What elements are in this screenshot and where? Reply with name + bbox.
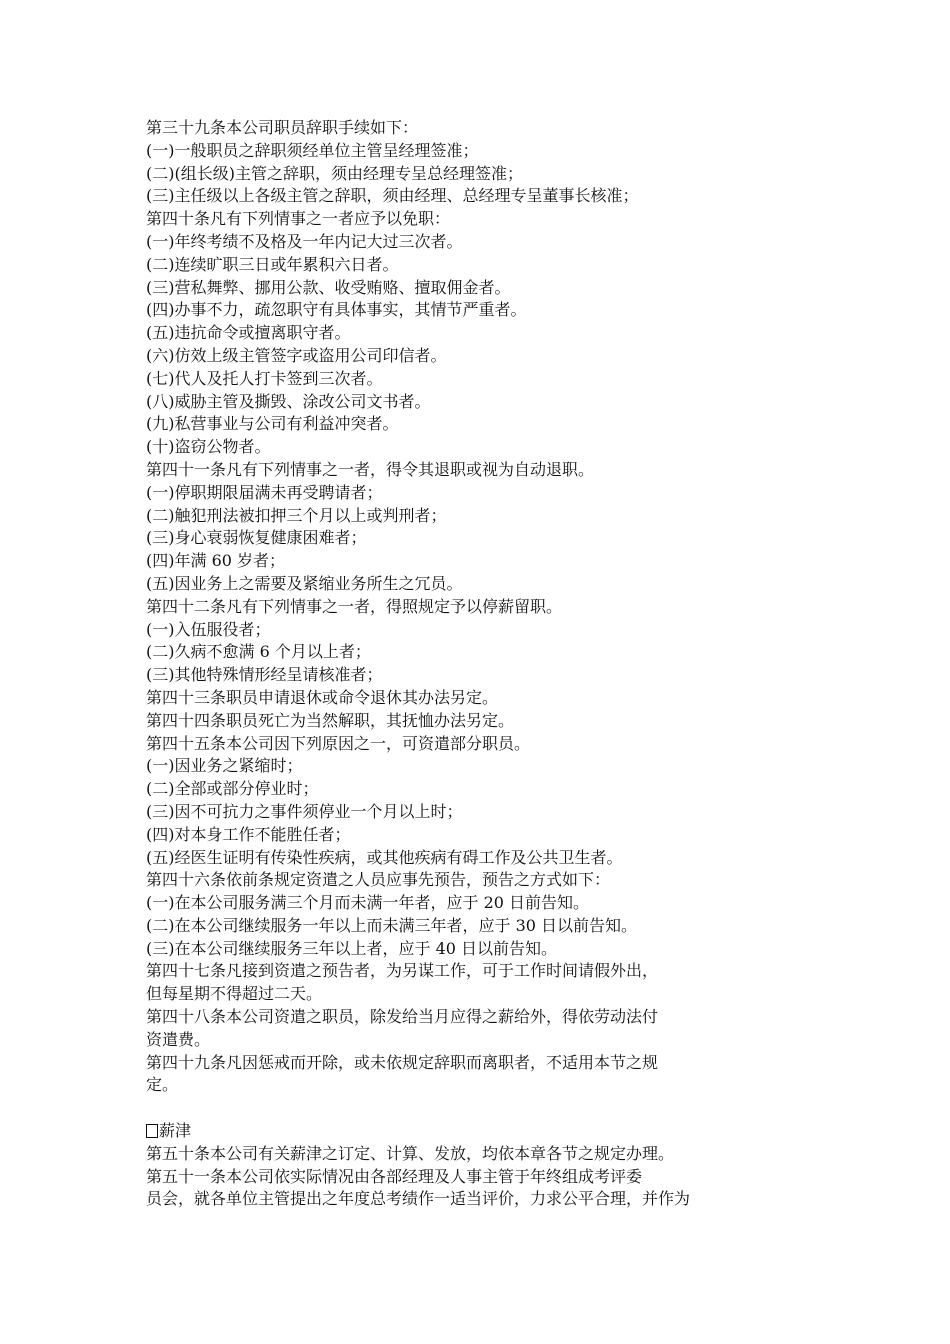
text-line: 第四十二条凡有下列情事之一者，得照规定予以停薪留职。	[146, 596, 563, 616]
text-line: (八)威胁主管及撕毁、涂改公司文书者。	[146, 391, 431, 411]
text-line: (三)身心衰弱恢复健康困难者；	[146, 528, 367, 548]
text-line: (四)对本身工作不能胜任者；	[146, 824, 351, 844]
text-line: (一)在本公司服务满三个月而未满一年者，应于 20 日前告知。	[146, 893, 590, 913]
text-line: (一)年终考绩不及格及一年内记大过三次者。	[146, 231, 463, 251]
text-line: 员会，就各单位主管提出之年度总考绩作一适当评价，力求公平合理，并作为	[146, 1189, 691, 1209]
text-line: 第五十条本公司有关薪津之订定、计算、发放，均依本章各节之规定办理。	[146, 1143, 675, 1163]
document-body	[146, 117, 826, 1211]
text-line: (一)停职期限届满未再受聘请者；	[146, 482, 383, 502]
salary-section	[146, 1120, 826, 1211]
text-line: (十)盗窃公物者。	[146, 437, 271, 457]
text-line: (二)久病不愈满 6 个月以上者；	[146, 642, 371, 662]
text-line: 第三十九条本公司职员辞职手续如下：	[146, 118, 419, 137]
text-line: (三)营私舞弊、挪用公款、收受贿赂、擅取佣金者。	[146, 277, 511, 297]
text-line: 第四十五条本公司因下列原因之一，可资遣部分职员。	[146, 733, 531, 753]
text-line: (七)代人及托人打卡签到三次者。	[146, 368, 383, 388]
text-line: (三)在本公司继续服务三年以上者，应于 40 日以前告知。	[146, 938, 558, 958]
text-line: (五)经医生证明有传染性疾病，或其他疾病有碍工作及公共卫生者。	[146, 847, 623, 867]
text-line: (五)因业务上之需要及紧缩业务所生之冗员。	[146, 573, 463, 593]
text-line: 第四十六条依前条规定资遣之人员应事先预告，预告之方式如下：	[146, 870, 611, 890]
text-line: 资遣费。	[146, 1029, 211, 1049]
text-line: (六)仿效上级主管签字或盗用公司印信者。	[146, 345, 447, 365]
paragraph-spacer	[146, 1097, 826, 1120]
text-line: 第四十八条本公司资遣之职员，除发给当月应得之薪给外，得依劳动法付	[146, 1007, 659, 1027]
text-line: (三)主任级以上各级主管之辞职，须由经理、总经理专呈董事长核准；	[146, 186, 639, 206]
text-line: 第四十七条凡接到资遣之预告者，为另谋工作，可于工作时间请假外出，	[146, 961, 659, 981]
text-line: (四)年满 60 岁者；	[146, 551, 286, 571]
text-line: (一)入伍服役者；	[146, 619, 271, 639]
text-line: 定。	[146, 1075, 179, 1095]
text-line: (一)一般职员之辞职须经单位主管呈经理签准；	[146, 140, 479, 160]
checkbox-square-icon	[146, 1124, 158, 1138]
text-line: (二)连续旷职三日或年累积六日者。	[146, 254, 399, 274]
text-line: (二)(组长级)主管之辞职，须由经理专呈总经理签准；	[146, 163, 523, 183]
text-line: 第四十条凡有下列情事之一者应予以免职：	[146, 209, 451, 229]
text-line: (一)因业务之紧缩时；	[146, 756, 303, 776]
text-line: (二)触犯刑法被扣押三个月以上或判刑者；	[146, 505, 447, 525]
text-line: (二)全部或部分停业时；	[146, 779, 319, 799]
text-line: 第四十九条凡因惩戒而开除，或未依规定辞职而离职者，不适用本节之规	[146, 1052, 659, 1072]
text-line: (四)办事不力，疏忽职守有具体事实，其情节严重者。	[146, 300, 527, 320]
text-line: (三)其他特殊情形经呈请核准者；	[146, 665, 383, 685]
text-line: 第五十一条本公司依实际情况由各部经理及人事主管于年终组成考评委	[146, 1166, 643, 1186]
section-heading	[146, 1120, 826, 1143]
section-heading-text: 薪津	[159, 1121, 192, 1141]
text-line: 第四十三条职员申请退休或命令退休其办法另定。	[146, 687, 499, 707]
text-line: (三)因不可抗力之事件须停业一个月以上时；	[146, 801, 463, 821]
text-line: (二)在本公司继续服务一年以上而未满三年者，应于 30 日以前告知。	[146, 915, 638, 935]
text-line: (九)私营事业与公司有利益冲突者。	[146, 414, 399, 434]
articles-section	[146, 117, 826, 1097]
text-line: (五)违抗命令或擅离职守者。	[146, 323, 351, 343]
text-line: 但每星期不得超过二天。	[146, 984, 323, 1004]
text-line: 第四十四条职员死亡为当然解职，其抚恤办法另定。	[146, 710, 515, 730]
text-line: 第四十一条凡有下列情事之一者，得令其退职或视为自动退职。	[146, 459, 595, 479]
